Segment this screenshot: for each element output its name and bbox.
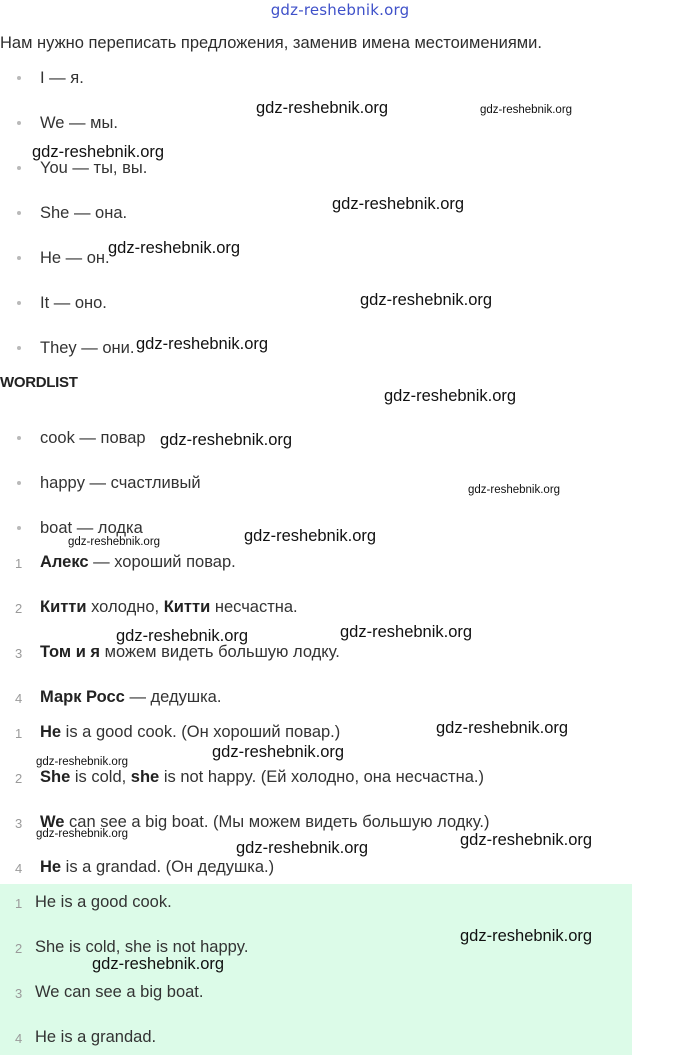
pronoun-item: She — она.: [40, 204, 128, 222]
task-sentence: [40, 598, 298, 617]
bullet-icon: [16, 256, 23, 261]
pronoun-item: He — он.: [40, 249, 110, 267]
solution-rest: can see a big boat. (Мы можем видеть большую лодку.): [64, 813, 490, 831]
task-rest: — дедушка.: [124, 688, 222, 706]
task-number: 4: [15, 691, 23, 706]
watermark: gdz-reshebnik.org: [460, 927, 593, 945]
watermark: gdz-reshebnik.org: [332, 195, 465, 213]
task-rest: несчастна.: [210, 598, 298, 616]
solution-sentence: [40, 813, 489, 832]
solution-sentence: [40, 858, 274, 877]
header-watermark: gdz-reshebnik.org: [270, 1, 410, 19]
solution-pronoun: We: [40, 813, 65, 831]
task-noun: Алекс: [40, 553, 89, 571]
task-sentence: [40, 553, 236, 572]
watermark: gdz-reshebnik.org: [460, 831, 593, 849]
watermark: gdz-reshebnik.org: [36, 756, 129, 768]
answer-sentence: She is cold, she is not happy.: [35, 938, 249, 956]
task-number: 3: [15, 646, 23, 661]
solution-rest: is not happy. (Ей холодно, она несчастна.): [159, 768, 484, 786]
answer-number: 2: [15, 941, 23, 956]
task-noun: Китти: [40, 598, 87, 616]
bullet-icon: [16, 211, 23, 216]
solution-pronoun: she: [130, 768, 160, 786]
bullet-icon: [16, 346, 23, 351]
task-number: 2: [15, 601, 23, 616]
bullet-icon: [16, 481, 23, 486]
watermark: gdz-reshebnik.org: [256, 99, 389, 117]
solution-rest: is a good cook. (Он хороший повар.): [61, 723, 341, 741]
task-rest: можем видеть большую лодку.: [100, 643, 340, 661]
watermark: gdz-reshebnik.org: [360, 291, 493, 309]
bullet-icon: [16, 526, 23, 531]
task-rest: — хороший повар.: [88, 553, 236, 571]
watermark: gdz-reshebnik.org: [212, 743, 345, 761]
bullet-icon: [16, 436, 23, 441]
wordlist-item: cook — повар: [40, 429, 146, 447]
intro-text: Нам нужно переписать предложения, заменив имена местоимениями.: [0, 34, 542, 52]
watermark: gdz-reshebnik.org: [468, 484, 561, 496]
answer-sentence: He is a good cook.: [35, 893, 172, 911]
solution-number: 2: [15, 771, 23, 786]
pronoun-item: It — оно.: [40, 294, 107, 312]
answer-sentence: He is a grandad.: [35, 1028, 157, 1046]
solution-mid: is cold,: [70, 768, 131, 786]
watermark: gdz-reshebnik.org: [32, 143, 165, 161]
watermark: gdz-reshebnik.org: [136, 335, 269, 353]
watermark: gdz-reshebnik.org: [92, 955, 225, 973]
task-noun: Марк Росс: [40, 688, 125, 706]
bullet-icon: [16, 166, 23, 171]
watermark: gdz-reshebnik.org: [36, 828, 129, 840]
bullet-icon: [16, 301, 23, 306]
watermark: gdz-reshebnik.org: [108, 239, 241, 257]
wordlist-heading: WORDLIST: [0, 374, 78, 391]
watermark: gdz-reshebnik.org: [384, 387, 517, 405]
watermark: gdz-reshebnik.org: [436, 719, 569, 737]
solution-number: 4: [15, 861, 23, 876]
task-sentence: [40, 688, 221, 707]
watermark: gdz-reshebnik.org: [68, 536, 161, 548]
pronoun-item: You — ты, вы.: [40, 159, 148, 177]
wordlist-item: boat — лодка: [40, 519, 143, 537]
bullet-icon: [16, 76, 23, 81]
watermark: gdz-reshebnik.org: [236, 839, 369, 857]
bullet-icon: [16, 121, 23, 126]
pronoun-item: I — я.: [40, 69, 84, 87]
solution-number: 1: [15, 726, 23, 741]
answer-sentence: We can see a big boat.: [35, 983, 204, 1001]
solution-rest: is a grandad. (Он дедушка.): [61, 858, 275, 876]
task-noun: Том и я: [40, 643, 101, 661]
task-number: 1: [15, 556, 23, 571]
answer-number: 4: [15, 1031, 23, 1046]
task-noun: Китти: [163, 598, 211, 616]
solution-pronoun: She: [40, 768, 71, 786]
watermark: gdz-reshebnik.org: [340, 623, 473, 641]
wordlist-item: happy — счастливый: [40, 474, 201, 492]
pronoun-item: They — они.: [40, 339, 135, 357]
watermark: gdz-reshebnik.org: [244, 527, 377, 545]
answer-number: 1: [15, 896, 23, 911]
task-sentence: [40, 643, 340, 662]
watermark: gdz-reshebnik.org: [116, 627, 249, 645]
solution-sentence: [40, 768, 484, 787]
solution-pronoun: He: [40, 723, 62, 741]
watermark: gdz-reshebnik.org: [160, 431, 293, 449]
solution-sentence: [40, 723, 340, 742]
solution-number: 3: [15, 816, 23, 831]
pronoun-item: We — мы.: [40, 114, 118, 132]
solution-pronoun: He: [40, 858, 62, 876]
answer-number: 3: [15, 986, 23, 1001]
task-mid: холодно,: [86, 598, 164, 616]
watermark: gdz-reshebnik.org: [480, 104, 573, 116]
